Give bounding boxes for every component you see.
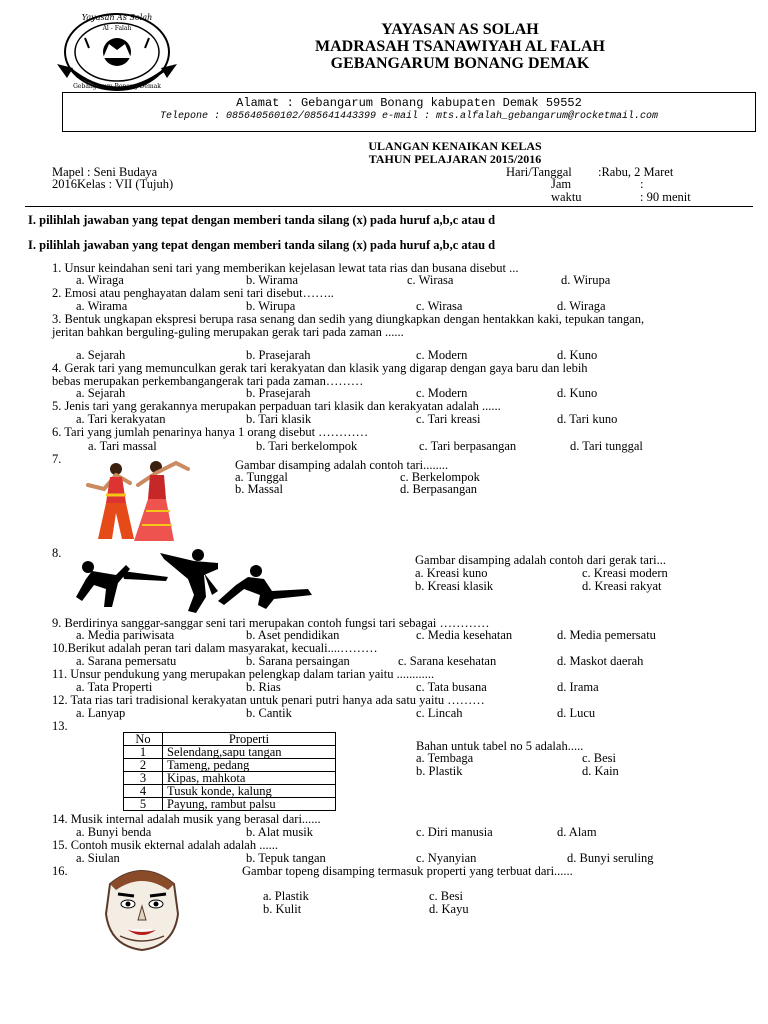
- question-3-cont: jeritan bahkan berguling-guling merupakan gerak tari pada zaman ......: [52, 325, 404, 339]
- svg-text:Al - Falah: Al - Falah: [102, 25, 132, 32]
- svg-text:Gebangarum Bonang Demak: Gebangarum Bonang Demak: [73, 83, 161, 90]
- school-logo: [55, 8, 185, 96]
- option-c: c. Sarana kesehatan: [398, 654, 497, 668]
- question-1: 1. Unsur keindahan seni tari yang memberikan kejelasan lewat tata rias dan busana disebut ...: [52, 261, 519, 275]
- option-a: a. Siulan: [76, 851, 120, 865]
- property-table: [123, 732, 336, 811]
- option-c: c. Diri manusia: [416, 825, 493, 839]
- question-6: 6. Tari yang jumlah penarinya hanya 1 orang disebut …………: [52, 425, 369, 439]
- school-name: MADRASAH TSANAWIYAH AL FALAH: [315, 38, 605, 55]
- table-row: [124, 759, 336, 772]
- address-line: Alamat : Gebangarum Bonang kabupaten Demak 59552: [236, 96, 582, 110]
- table-cell: 4: [124, 785, 163, 798]
- question-14: 14. Musik internal adalah musik yang berasal dari......: [52, 812, 321, 826]
- question-10: 10.Berikut adalah peran tari dalam masyarakat, kecuali....………: [52, 641, 378, 655]
- school-location: GEBANGARUM BONANG DEMAK: [330, 55, 590, 72]
- option-b: b. Massal: [235, 482, 283, 496]
- silhouette-dancers-image: [68, 545, 318, 617]
- option-c: c. Tata busana: [416, 680, 487, 694]
- date-value: :Rabu, 2 Maret: [598, 165, 674, 179]
- table-cell: 1: [124, 746, 163, 759]
- option-c: c. Lincah: [416, 706, 463, 720]
- option-c: c. Berkelompok: [400, 470, 480, 484]
- table-row: [124, 746, 336, 759]
- contact-line: Telepone : 085640560102/085641443399 e-mail : mts.alfalah_gebangarum@rocketmail.com: [159, 111, 659, 122]
- option-d: d. Kreasi rakyat: [582, 579, 662, 593]
- option-d: d. Maskot daerah: [557, 654, 644, 668]
- option-b: b. Rias: [246, 680, 281, 694]
- option-c: c. Besi: [582, 751, 617, 765]
- table-cell: Payung, rambut palsu: [163, 798, 336, 811]
- option-d: d. Berpasangan: [400, 482, 478, 496]
- question-12: 12. Tata rias tari tradisional kerakyatan untuk penari putri hanya ada satu yaitu ………: [52, 693, 485, 707]
- table-cell: Tusuk konde, kalung: [163, 785, 336, 798]
- option-a: a. Wiraga: [76, 273, 124, 287]
- table-header-cell: No: [124, 733, 163, 746]
- option-b: b. Prasejarah: [246, 386, 311, 400]
- option-d: d. Alam: [557, 825, 597, 839]
- question-8: 8.: [52, 546, 62, 560]
- table-cell: 5: [124, 798, 163, 811]
- table-cell: Selendang,sapu tangan: [163, 746, 336, 759]
- date-label: Hari/Tanggal: [506, 165, 572, 179]
- table-row: [124, 772, 336, 785]
- option-a: a. Plastik: [263, 889, 309, 903]
- option-c: c. Kreasi modern: [582, 566, 668, 580]
- option-b: b. Kulit: [263, 902, 302, 916]
- option-b: b. Prasejarah: [246, 348, 311, 362]
- option-b: b. Aset pendidikan: [246, 628, 340, 642]
- option-a: a. Sarana pemersatu: [76, 654, 177, 668]
- option-d: d. Media pemersatu: [557, 628, 656, 642]
- option-c: c. Modern: [416, 348, 468, 362]
- option-a: a. Kreasi kuno: [415, 566, 488, 580]
- question-11: 11. Unsur pendukung yang merupakan pelengkap dalam tarian yaitu ............: [52, 667, 435, 681]
- exam-year: TAHUN PELAJARAN 2015/2016: [368, 152, 542, 166]
- table-header-cell: Properti: [163, 733, 336, 746]
- time-value: :: [640, 177, 644, 191]
- option-c: c. Tari berpasangan: [419, 439, 517, 453]
- time-label: Jam: [551, 177, 572, 191]
- table-cell: Kipas, mahkota: [163, 772, 336, 785]
- option-d: d. Kuno: [557, 348, 598, 362]
- option-d: d. Wiraga: [557, 299, 606, 313]
- divider: [25, 206, 753, 207]
- option-a: a. Tata Properti: [76, 680, 153, 694]
- option-b: b. Wirama: [246, 273, 299, 287]
- duration-value: : 90 menit: [640, 190, 691, 204]
- option-d: d. Lucu: [557, 706, 596, 720]
- question-3: 3. Bentuk ungkapan ekspresi berupa rasa senang dan sedih yang diungkapkan dengan hentakkan kaki, tepukan tangan,: [52, 312, 645, 326]
- option-a: a. Tembaga: [416, 751, 474, 765]
- option-c: c. Wirasa: [407, 273, 454, 287]
- option-a: a. Sejarah: [76, 386, 126, 400]
- option-d: d. Bunyi seruling: [567, 851, 654, 865]
- class: 2016Kelas : VII (Tujuh): [52, 177, 174, 191]
- option-b: b. Sarana persaingan: [246, 654, 350, 668]
- option-b: b. Kreasi klasik: [415, 579, 494, 593]
- option-c: c. Media kesehatan: [416, 628, 513, 642]
- table-cell: 3: [124, 772, 163, 785]
- question-13-text: Bahan untuk tabel no 5 adalah.....: [416, 739, 584, 753]
- option-c: c. Besi: [429, 889, 464, 903]
- option-b: b. Tepuk tangan: [246, 851, 326, 865]
- option-b: b. Tari klasik: [246, 412, 312, 426]
- table-row: [124, 785, 336, 798]
- option-b: b. Plastik: [416, 764, 463, 778]
- option-a: a. Tunggal: [235, 470, 288, 484]
- option-c: c. Modern: [416, 386, 468, 400]
- option-d: d. Kayu: [429, 902, 469, 916]
- option-d: d. Tari kuno: [557, 412, 618, 426]
- question-16-text: Gambar topeng disamping termasuk properti yang terbuat dari......: [242, 864, 573, 878]
- exam-title: ULANGAN KENAIKAN KELAS: [368, 139, 542, 153]
- duration-label: waktu: [551, 190, 582, 204]
- option-a: a. Tari massal: [88, 439, 157, 453]
- option-b: b. Cantik: [246, 706, 292, 720]
- question-9: 9. Berdirinya sanggar-sanggar seni tari merupakan contoh fungsi tari sebagai …………: [52, 616, 490, 630]
- option-c: c. Tari kreasi: [416, 412, 481, 426]
- option-d: d. Kuno: [557, 386, 598, 400]
- question-4-cont: bebas merupakan perkembangangerak tari pada zaman………: [52, 374, 364, 388]
- option-c: c. Wirasa: [416, 299, 463, 313]
- dancers-image: [76, 455, 196, 545]
- option-a: a. Sejarah: [76, 348, 126, 362]
- option-a: a. Bunyi benda: [76, 825, 152, 839]
- table-row: [124, 798, 336, 811]
- subject: Mapel : Seni Budaya: [52, 165, 158, 179]
- option-d: d. Tari tunggal: [570, 439, 643, 453]
- table-header-row: [124, 733, 336, 746]
- option-a: a. Wirama: [76, 299, 128, 313]
- mask-image: [98, 864, 186, 952]
- option-b: b. Alat musik: [246, 825, 314, 839]
- table-cell: Tameng, pedang: [163, 759, 336, 772]
- question-7-text: Gambar disamping adalah contoh tari........: [235, 458, 449, 472]
- option-a: a. Lanyap: [76, 706, 126, 720]
- question-2: 2. Emosi atau penghayatan dalam seni tari disebut……..: [52, 286, 334, 300]
- option-b: b. Tari berkelompok: [256, 439, 358, 453]
- question-4: 4. Gerak tari yang memunculkan gerak tari kerakyatan dan klasik yang digarap dengan gaya baru dan lebih: [52, 361, 588, 375]
- option-a: a. Media pariwisata: [76, 628, 175, 642]
- svg-text:Yayasan As Solah: Yayasan As Solah: [81, 13, 153, 22]
- question-7: 7.: [52, 452, 62, 466]
- option-a: a. Tari kerakyatan: [76, 412, 166, 426]
- question-5: 5. Jenis tari yang gerakannya merupakan perpaduan tari klasik dan kerakyatan adalah ......: [52, 399, 501, 413]
- foundation-name: YAYASAN AS SOLAH: [381, 21, 539, 38]
- question-16: 16.: [52, 864, 68, 878]
- option-c: c. Nyanyian: [416, 851, 477, 865]
- instruction-heading: I. pilihlah jawaban yang tepat dengan memberi tanda silang (x) pada huruf a,b,c atau d: [28, 213, 496, 227]
- table-cell: 2: [124, 759, 163, 772]
- question-13: 13.: [52, 719, 68, 733]
- question-15: 15. Contoh musik ekternal adalah adalah ......: [52, 838, 278, 852]
- instruction-heading: I. pilihlah jawaban yang tepat dengan memberi tanda silang (x) pada huruf a,b,c atau d: [28, 238, 496, 252]
- option-d: d. Kain: [582, 764, 619, 778]
- question-8-text: Gambar disamping adalah contoh dari gerak tari...: [415, 553, 666, 567]
- option-d: d. Wirupa: [561, 273, 611, 287]
- option-d: d. Irama: [557, 680, 599, 694]
- option-b: b. Wirupa: [246, 299, 296, 313]
